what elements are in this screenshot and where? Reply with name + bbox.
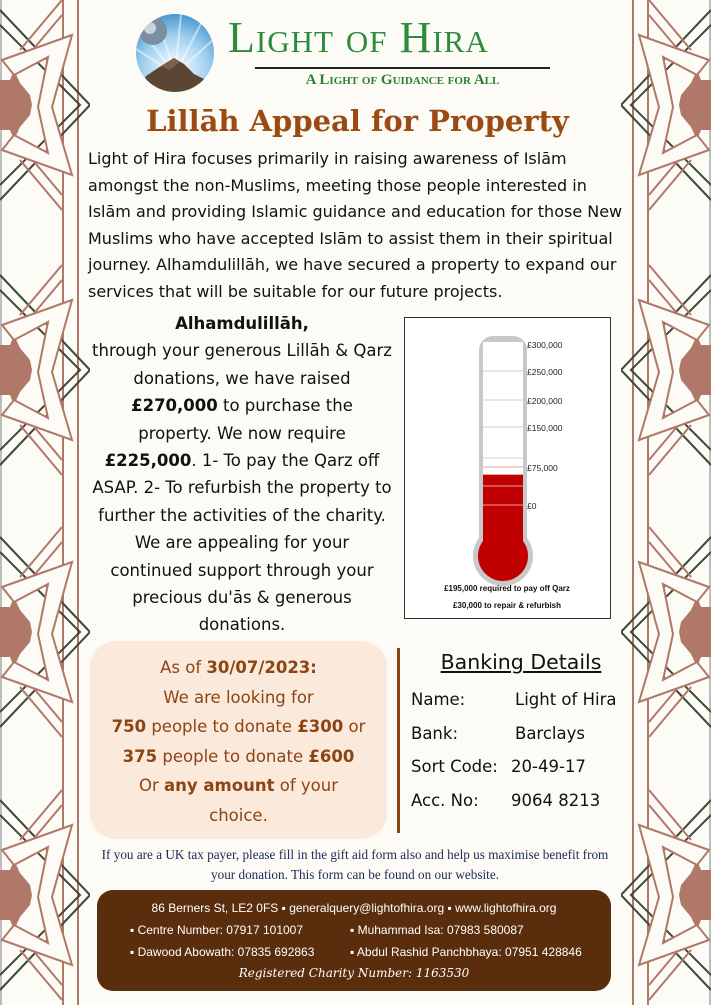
bank-value: 9064 8213	[511, 790, 601, 810]
any-amount: any amount	[164, 776, 275, 796]
fundraising-thermometer	[404, 317, 611, 619]
bank-key: Sort Code:	[411, 757, 498, 776]
title-divider	[255, 67, 550, 69]
tick-label: £0	[527, 501, 537, 511]
contact-muhammad-isa: ▪ Muhammad Isa: 07983 580087	[350, 923, 524, 937]
thermometer-tube	[473, 336, 533, 586]
tick-label: £75,000	[527, 463, 558, 473]
star-motif	[0, 265, 90, 475]
bank-row-name	[411, 690, 621, 724]
tick-label: £200,000	[527, 396, 563, 406]
contact-dawood-abowath: ▪ Dawood Abowath: 07835 692863	[130, 945, 315, 959]
option-2-text: people to donate	[162, 746, 304, 766]
thermometer-caption: £195,000 required to pay off Qarz	[444, 584, 570, 593]
footer-address-line: 86 Berners St, LE2 0FS ▪ generalquery@lightofhira.org ▪ www.lightofhira.org	[151, 901, 557, 915]
option-1-suffix: or	[348, 717, 366, 737]
banking-divider	[397, 648, 400, 833]
option-2-amount: £600	[308, 746, 355, 766]
contact-abdul-rashid: ▪ Abdul Rashid Panchbhaya: 07951 428846	[350, 945, 582, 959]
bank-key: Name:	[411, 690, 466, 709]
pledge-option-2	[90, 742, 387, 772]
or-prefix: Or	[139, 776, 159, 796]
bank-value: Light of Hira	[515, 690, 617, 709]
looking-for: We are looking for	[163, 687, 314, 707]
as-of-date: 30/07/2023:	[206, 658, 317, 677]
raised-heading: Alhamdulillāh,	[175, 314, 309, 333]
tagline: A Light of Guidance for All	[305, 72, 500, 88]
option-1-text: people to donate	[151, 717, 293, 737]
tick-label: £150,000	[527, 423, 563, 433]
amount-required: £225,000	[104, 451, 192, 471]
bank-value: 20-49-17	[511, 757, 586, 776]
pledge-option-1	[90, 712, 387, 742]
bank-row-account	[411, 791, 621, 825]
tick-label: £250,000	[527, 367, 563, 377]
raised-paragraph	[92, 310, 392, 639]
thermometer-chart	[405, 318, 610, 618]
header	[133, 12, 583, 97]
star-motif	[621, 265, 711, 475]
bank-value: Barclays	[515, 723, 585, 743]
org-name: Light of Hira	[228, 13, 489, 62]
star-motif	[621, 0, 711, 210]
pledge-box	[90, 641, 387, 839]
option-1-count: 750	[111, 717, 147, 737]
star-motif	[0, 790, 90, 1000]
decorative-border-right	[621, 0, 711, 1005]
appeal-title: Lillāh Appeal for Property	[146, 104, 569, 138]
bank-key: Acc. No:	[411, 790, 479, 810]
tick-label: £300,000	[527, 340, 563, 350]
bank-row-bank	[411, 724, 621, 758]
pledge-date-line	[90, 653, 387, 683]
registered-charity-number: Registered Charity Number: 1163530	[238, 966, 470, 980]
contact-centre: ▪ Centre Number: 07917 101007	[130, 923, 304, 937]
pledge-any-amount	[90, 771, 387, 830]
decorative-border-left	[0, 0, 90, 1005]
bank-row-sort-code	[411, 757, 621, 791]
star-motif	[0, 527, 90, 737]
gift-aid-note: If you are a UK tax payer, please fill in the gift aid form also and help us maximise benefit from your donation. This form can be found on our website.	[101, 847, 609, 882]
logo-icon	[136, 14, 214, 92]
as-of-label: As of	[160, 658, 202, 677]
star-motif	[0, 0, 90, 210]
thermometer-bulb	[478, 531, 528, 581]
option-1-amount: £300	[297, 717, 344, 737]
raised-text-1: through your generous Lillāh & Qarz donations, we have raised	[92, 341, 392, 388]
banking-title: Banking Details	[440, 650, 602, 674]
option-2-count: 375	[122, 746, 158, 766]
thermometer-caption: £30,000 to repair & refurbish	[452, 601, 562, 610]
raised-text-3: . 1- To pay the Qarz off ASAP. 2- To refurbish the property to further the activities of the charity. We are appealing for your continued support through your precious du'ās & generous donations.	[92, 451, 392, 635]
footer-contact-box	[97, 890, 611, 991]
raised-text-2: to purchase the property. We now require	[138, 396, 353, 443]
or-suffix: of your choice.	[209, 776, 338, 825]
bank-key: Bank:	[411, 723, 459, 743]
intro-paragraph: Light of Hira focuses primarily in raising awareness of Islām amongst the non-Muslims, meeting those people interested in Islām and providing Islamic guidance and education for those New Muslims who have accepted Islām to assist them in their spiritual journey. Alhamdulillāh, we have secured a property to expand our services that will be suitable for our future projects.	[88, 149, 623, 301]
amount-raised: £270,000	[131, 396, 218, 416]
star-motif	[621, 527, 711, 737]
banking-details	[411, 650, 621, 824]
star-motif	[621, 790, 711, 1000]
